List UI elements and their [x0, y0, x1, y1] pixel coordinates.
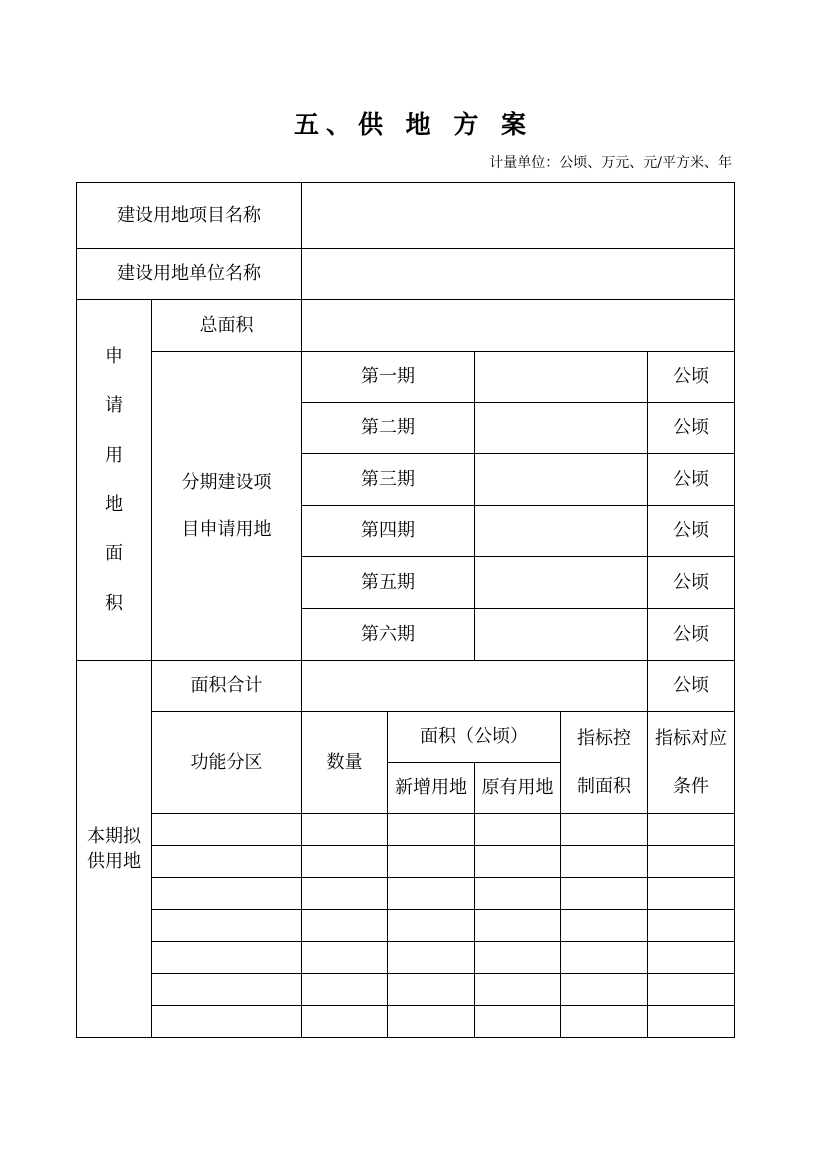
project-name-field[interactable]: [302, 183, 735, 249]
old-land-header: 原有用地: [475, 763, 561, 814]
table-row: [77, 878, 735, 910]
zone-cell[interactable]: [152, 942, 302, 974]
old-land-cell[interactable]: [475, 846, 561, 878]
count-cell[interactable]: [302, 814, 388, 846]
table-row: [77, 974, 735, 1006]
index-cond-cell[interactable]: [648, 942, 735, 974]
area-sum-field[interactable]: [302, 661, 648, 712]
index-ctrl-cell[interactable]: [561, 878, 648, 910]
phase-value-field[interactable]: [475, 609, 648, 661]
index-cond-cell[interactable]: [648, 878, 735, 910]
area-header: 面积（公顷）: [388, 712, 561, 763]
count-cell[interactable]: [302, 974, 388, 1006]
phase-unit: 公顷: [648, 557, 735, 609]
index-ctrl-cell[interactable]: [561, 814, 648, 846]
total-area-field[interactable]: [302, 300, 735, 352]
supply-label: 本期拟 供用地: [77, 661, 152, 1038]
phase-unit: 公顷: [648, 609, 735, 661]
phase-unit: 公顷: [648, 403, 735, 454]
count-header: 数量: [302, 712, 388, 814]
zone-cell[interactable]: [152, 878, 302, 910]
table-row: [77, 846, 735, 878]
index-cond-cell[interactable]: [648, 1006, 735, 1038]
unit-name-field[interactable]: [302, 249, 735, 300]
new-land-cell[interactable]: [388, 942, 475, 974]
table-row: [77, 942, 735, 974]
old-land-cell[interactable]: [475, 814, 561, 846]
index-ctrl-cell[interactable]: [561, 1006, 648, 1038]
phase-value-field[interactable]: [475, 506, 648, 557]
index-ctrl-cell[interactable]: [561, 942, 648, 974]
phased-label: 分期建设项 目申请用地: [152, 352, 302, 661]
zone-cell[interactable]: [152, 1006, 302, 1038]
index-cond-cell[interactable]: [648, 910, 735, 942]
zone-cell[interactable]: [152, 846, 302, 878]
unit-note: 计量单位：公顷、万元、元/平方米、年: [489, 155, 732, 171]
zone-cell[interactable]: [152, 910, 302, 942]
index-ctrl-cell[interactable]: [561, 846, 648, 878]
new-land-cell[interactable]: [388, 910, 475, 942]
old-land-cell[interactable]: [475, 910, 561, 942]
phase-unit: 公顷: [648, 454, 735, 506]
index-cond-cell[interactable]: [648, 846, 735, 878]
phase-value-field[interactable]: [475, 403, 648, 454]
old-land-cell[interactable]: [475, 974, 561, 1006]
new-land-cell[interactable]: [388, 846, 475, 878]
index-cond-cell[interactable]: [648, 974, 735, 1006]
old-land-cell[interactable]: [475, 878, 561, 910]
project-name-label: 建设用地项目名称: [77, 183, 302, 249]
index-cond-cell[interactable]: [648, 814, 735, 846]
zone-cell[interactable]: [152, 814, 302, 846]
new-land-cell[interactable]: [388, 878, 475, 910]
table-row: [77, 1006, 735, 1038]
index-ctrl-cell[interactable]: [561, 910, 648, 942]
count-cell[interactable]: [302, 910, 388, 942]
table-row: [77, 910, 735, 942]
phase-value-field[interactable]: [475, 352, 648, 403]
phase-label: 第三期: [302, 454, 475, 506]
phase-label: 第一期: [302, 352, 475, 403]
index-ctrl-cell[interactable]: [561, 974, 648, 1006]
new-land-header: 新增用地: [388, 763, 475, 814]
count-cell[interactable]: [302, 942, 388, 974]
phase-label: 第六期: [302, 609, 475, 661]
page-title: 五、供 地 方 案: [293, 110, 534, 139]
phase-value-field[interactable]: [475, 557, 648, 609]
apply-area-label: 申 请 用 地 面 积: [77, 300, 152, 661]
count-cell[interactable]: [302, 878, 388, 910]
area-sum-unit: 公顷: [648, 661, 735, 712]
phase-unit: 公顷: [648, 352, 735, 403]
area-sum-label: 面积合计: [152, 661, 302, 712]
phase-label: 第四期: [302, 506, 475, 557]
land-supply-table: [76, 182, 735, 1038]
count-cell[interactable]: [302, 846, 388, 878]
new-land-cell[interactable]: [388, 974, 475, 1006]
phase-label: 第二期: [302, 403, 475, 454]
phase-value-field[interactable]: [475, 454, 648, 506]
zone-header: 功能分区: [152, 712, 302, 814]
count-cell[interactable]: [302, 1006, 388, 1038]
index-ctrl-header: 指标控 制面积: [561, 712, 648, 814]
old-land-cell[interactable]: [475, 942, 561, 974]
phase-label: 第五期: [302, 557, 475, 609]
index-cond-header: 指标对应 条件: [648, 712, 735, 814]
table-row: [77, 814, 735, 846]
zone-cell[interactable]: [152, 974, 302, 1006]
phase-unit: 公顷: [648, 506, 735, 557]
total-area-label: 总面积: [152, 300, 302, 352]
unit-name-label: 建设用地单位名称: [77, 249, 302, 300]
new-land-cell[interactable]: [388, 814, 475, 846]
new-land-cell[interactable]: [388, 1006, 475, 1038]
old-land-cell[interactable]: [475, 1006, 561, 1038]
